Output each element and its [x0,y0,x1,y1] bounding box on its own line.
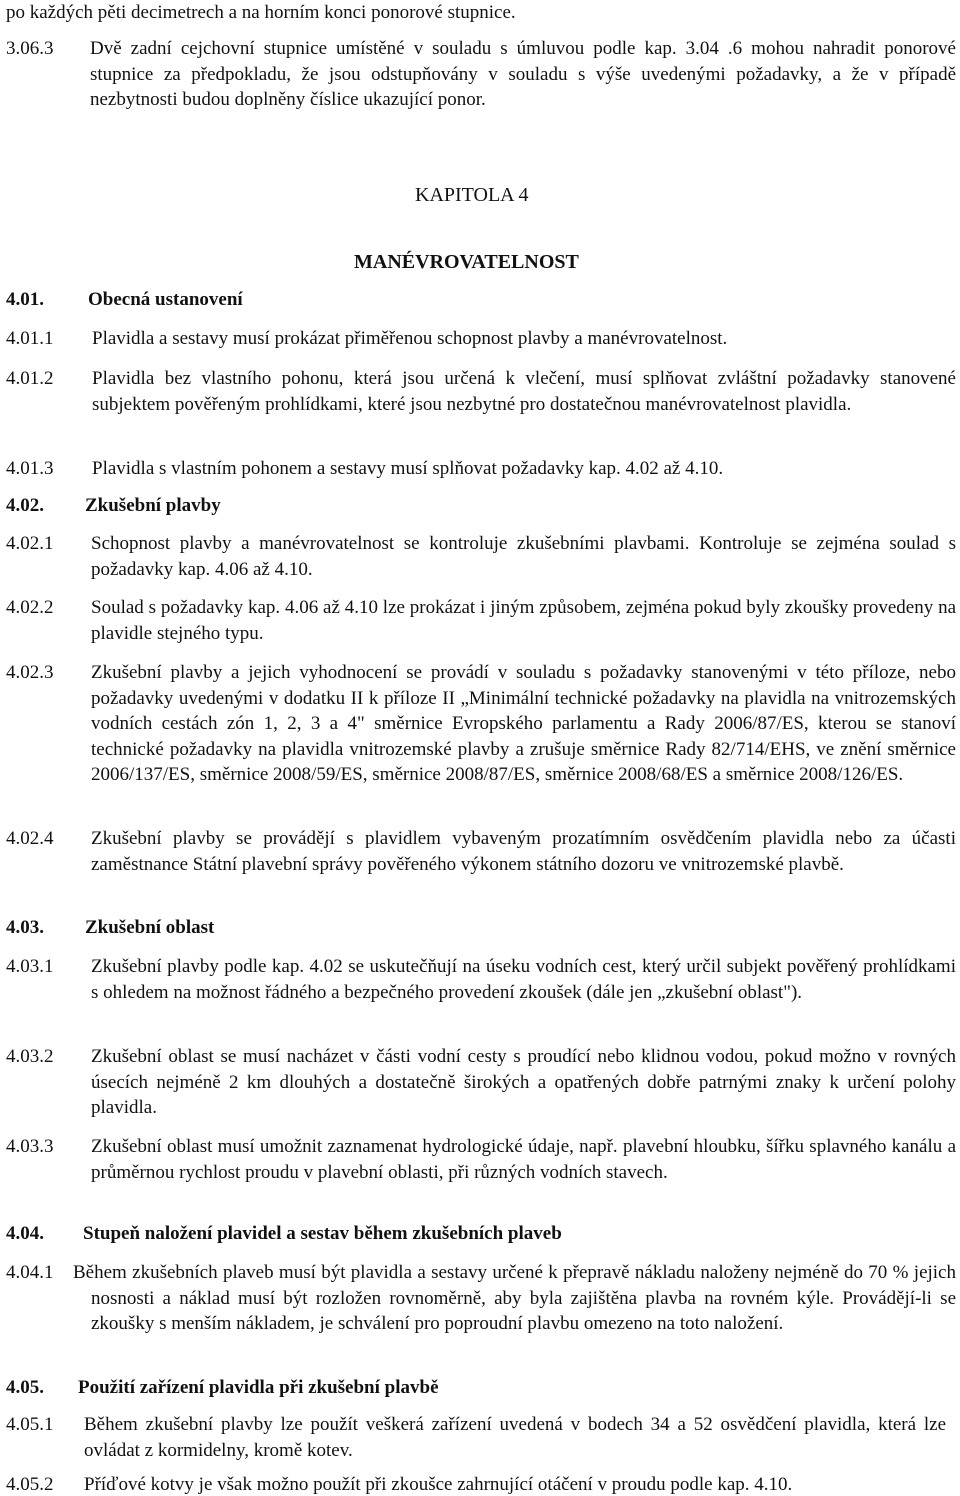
section-number: 4.05.2 [6,1474,54,1495]
section-number: 3.06.3 [6,38,54,59]
section-heading-number: 4.03. [6,917,44,938]
section-number: 4.03.3 [6,1136,54,1157]
section-number: 4.05.1 [6,1414,54,1435]
section-number: 4.01.2 [6,368,54,389]
section-heading-title: Stupeň naložení plavidel a sestav během zkušebních plaveb [83,1223,562,1244]
intro-line: po každých pěti decimetrech a na horním konci ponorové stupnice. [6,2,516,23]
section-text: Schopnost plavby a manévrovatelnost se kontroluje zkušebními plavbami. Kontroluje se zejména soulad s požadavky kap. 4.06 až 4.10. [91,533,956,580]
section-number: 4.03.2 [6,1046,54,1067]
section-heading-number: 4.02. [6,495,44,516]
section-number: 4.04.1 [6,1262,54,1283]
section-heading-title: Zkušební oblast [85,917,215,938]
section-text: Plavidla bez vlastního pohonu, která jsou určená k vlečení, musí splňovat zvláštní požadavky stanovené subjektem pověřeným prohlídkami, které jsou nezbytné pro dostatečnou manévrovatelnost plavidla. [92,368,956,415]
section-text: Během zkušební plavby lze použít veškerá zařízení uvedená v bodech 34 a 52 osvědčení plavidla, která lze ovládat z kormidelny, kromě kotev. [84,1414,946,1461]
section-number: 4.01.1 [6,328,54,349]
section-text: Dvě zadní cejchovní stupnice umístěné v souladu s úmluvou podle kap. 3.04 .6 mohou nahradit ponorové stupnice za předpokladu, že jsou odstupňovány v souladu s výše uvedenými požadavky, a že v případě nezbytnosti budou doplněny číslice ukazující ponor. [90,38,956,110]
section-number: 4.01.3 [6,458,54,479]
section-heading-title: Použití zařízení plavidla při zkušební plavbě [78,1377,439,1398]
section-text: Zkušební oblast musí umožnit zaznamenat hydrologické údaje, např. plavební hloubku, šířku splavného kanálu a průměrnou rychlost proudu v plavební oblasti, při různých vodních stavech. [91,1136,956,1183]
section-number: 4.02.2 [6,597,54,618]
section-text: Plavidla a sestavy musí prokázat přiměřenou schopnost plavby a manévrovatelnost. [92,328,728,349]
section-heading-title: Obecná ustanovení [88,289,243,310]
section-number: 4.03.1 [6,956,54,977]
section-heading-title: Zkušební plavby [85,495,221,516]
section-heading-number: 4.04. [6,1223,44,1244]
section-number: 4.02.3 [6,662,54,683]
section-number: 4.02.4 [6,828,54,849]
section-text: Zkušební plavby podle kap. 4.02 se uskutečňují na úseku vodních cest, který určil subjekt pověřený prohlídkami s ohledem na možnost řádného a bezpečného provedení zkoušek (dále jen „zkušební oblast"). [91,956,956,1003]
section-text: Zkušební plavby a jejich vyhodnocení se provádí v souladu s požadavky stanovenými v této příloze, nebo požadavky uvedenými v dodatku II k příloze II „Minimální technické požadavky na plavidla na vnitrozemských vodních cestách zón 1, 2, 3 a 4" směrnice Evropského parlamentu a Rady 2006/87/ES, kterou se stanoví technické požadavky na plavidla vnitrozemské plavby a zrušuje směrnice Rady 82/714/EHS, ve znění směrnice 2006/137/ES, směrnice 2008/59/ES, směrnice 2008/87/ES, směrnice 2008/68/ES a směrnice 2008/126/ES. [91,662,956,785]
section-text: Příďové kotvy je však možno použít při zkoušce zahrnující otáčení v proudu podle kap. 4.10. [84,1474,793,1495]
section-text: Během zkušebních plaveb musí být plavidla a sestavy určené k přepravě nákladu naloženy nejméně do 70 % jejich nosnosti a náklad musí být rozložen rovnoměrně, aby byla zajištěna plavba na rovném kýle. Provádějí-li se zkoušky s menším nákladem, je schválení pro poproudní plavbu omezeno na toto naložení. [73,1262,956,1334]
section-text: Soulad s požadavky kap. 4.06 až 4.10 lze prokázat i jiným způsobem, zejména pokud byly zkoušky provedeny na plavidle stejného typu. [91,597,956,644]
section-text: Plavidla s vlastním pohonem a sestavy musí splňovat požadavky kap. 4.02 až 4.10. [92,458,724,479]
chapter-label: KAPITOLA 4 [415,184,529,206]
section-number: 4.02.1 [6,533,54,554]
section-heading-number: 4.01. [6,289,44,310]
section-text: Zkušební oblast se musí nacházet v části vodní cesty s proudící nebo klidnou vodou, pokud možno v rovných úsecích nejméně 2 km dlouhých a dostatečně širokých a opatřených dobře patrnými znaky k určení polohy plavidla. [91,1046,956,1118]
section-heading-number: 4.05. [6,1377,44,1398]
section-text: Zkušební plavby se provádějí s plavidlem vybaveným prozatímním osvědčením plavidla nebo za účasti zaměstnance Státní plavební správy pověřeného výkonem státního dozoru ve vnitrozemské plavbě. [91,828,956,875]
chapter-title: MANÉVROVATELNOST [354,251,579,273]
